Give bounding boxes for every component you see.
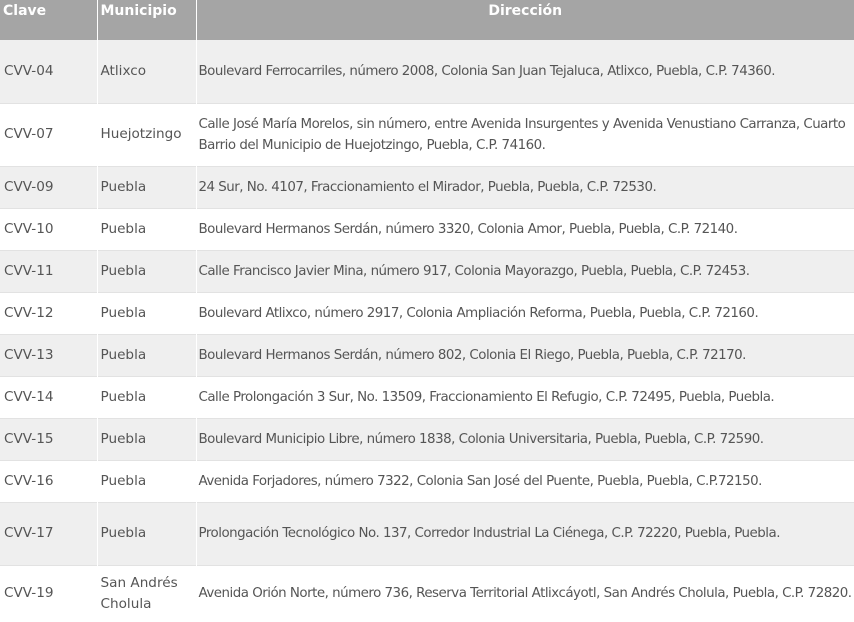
cell-clave: CVV-04 — [0, 40, 97, 103]
cell-municipio: Puebla — [97, 502, 196, 565]
cell-direccion: Boulevard Atlixco, número 2917, Colonia Ampliación Reforma, Puebla, Puebla, C.P. 72160. — [196, 292, 854, 334]
cell-direccion: 24 Sur, No. 4107, Fraccionamiento el Mirador, Puebla, Puebla, C.P. 72530. — [196, 166, 854, 208]
cell-direccion: Calle Francisco Javier Mina, número 917, Colonia Mayorazgo, Puebla, Puebla, C.P. 72453. — [196, 250, 854, 292]
cell-clave: CVV-15 — [0, 418, 97, 460]
cell-municipio: San Andrés Cholula — [97, 565, 196, 622]
table-row — [0, 376, 854, 418]
cell-municipio: Atlixco — [97, 40, 196, 103]
cell-municipio: Puebla — [97, 334, 196, 376]
header-direccion: Dirección — [196, 0, 854, 40]
cell-clave: CVV-11 — [0, 250, 97, 292]
table-row — [0, 460, 854, 502]
table-row — [0, 334, 854, 376]
cell-clave: CVV-12 — [0, 292, 97, 334]
table-row — [0, 565, 854, 622]
cell-clave: CVV-09 — [0, 166, 97, 208]
cell-clave: CVV-14 — [0, 376, 97, 418]
table-row — [0, 250, 854, 292]
cell-clave: CVV-10 — [0, 208, 97, 250]
cell-municipio: Puebla — [97, 166, 196, 208]
table-row — [0, 502, 854, 565]
table-row — [0, 166, 854, 208]
cell-clave: CVV-16 — [0, 460, 97, 502]
cell-municipio: Puebla — [97, 208, 196, 250]
table-header-row — [0, 0, 854, 40]
cell-direccion: Boulevard Municipio Libre, número 1838, Colonia Universitaria, Puebla, Puebla, C.P. 72590. — [196, 418, 854, 460]
cell-direccion: Boulevard Ferrocarriles, número 2008, Colonia San Juan Tejaluca, Atlixco, Puebla, C.P. 74360. — [196, 40, 854, 103]
cell-municipio: Huejotzingo — [97, 103, 196, 166]
cell-municipio: Puebla — [97, 250, 196, 292]
cell-direccion: Calle Prolongación 3 Sur, No. 13509, Fraccionamiento El Refugio, C.P. 72495, Puebla, Puebla. — [196, 376, 854, 418]
cell-clave: CVV-13 — [0, 334, 97, 376]
cell-direccion: Boulevard Hermanos Serdán, número 802, Colonia El Riego, Puebla, Puebla, C.P. 72170. — [196, 334, 854, 376]
table-row — [0, 40, 854, 103]
cell-direccion: Prolongación Tecnológico No. 137, Corredor Industrial La Ciénega, C.P. 72220, Puebla, Puebla. — [196, 502, 854, 565]
header-municipio: Municipio — [97, 0, 196, 40]
table-row — [0, 292, 854, 334]
cell-municipio: Puebla — [97, 292, 196, 334]
cell-clave: CVV-07 — [0, 103, 97, 166]
table-row — [0, 208, 854, 250]
cell-municipio: Puebla — [97, 418, 196, 460]
cell-municipio: Puebla — [97, 376, 196, 418]
cell-direccion: Calle José María Morelos, sin número, entre Avenida Insurgentes y Avenida Venustiano Carranza, Cuarto Barrio del Municipio de Huejotzingo, Puebla, C.P. 74160. — [196, 103, 854, 166]
cell-direccion: Boulevard Hermanos Serdán, número 3320, Colonia Amor, Puebla, Puebla, C.P. 72140. — [196, 208, 854, 250]
header-clave: Clave — [0, 0, 97, 40]
cell-clave: CVV-17 — [0, 502, 97, 565]
cell-clave: CVV-19 — [0, 565, 97, 622]
cell-direccion: Avenida Orión Norte, número 736, Reserva Territorial Atlixcáyotl, San Andrés Cholula, Puebla, C.P. 72820. — [196, 565, 854, 622]
cell-direccion: Avenida Forjadores, número 7322, Colonia San José del Puente, Puebla, Puebla, C.P.72150. — [196, 460, 854, 502]
cell-municipio: Puebla — [97, 460, 196, 502]
table-row — [0, 418, 854, 460]
table-row — [0, 103, 854, 166]
